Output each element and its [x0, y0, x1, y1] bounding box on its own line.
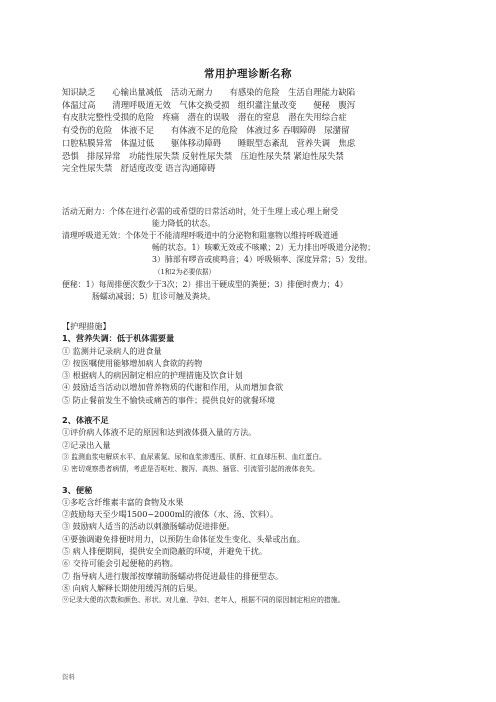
section-title-fluid-deficit: 2、体液不足 [62, 415, 109, 426]
definitions-section [62, 206, 434, 303]
activity-intolerance-definition: 活动无耐力：个体在进行必需的或希望的日常活动时，处于生理上或心理上耐受 [62, 207, 339, 216]
list-item: ④要強调避免排便时用力，以预防生命体征发生变化、头晕或出血。 [62, 533, 305, 544]
list-item: ⑨记录大便的次数和颜色、形状。对儿童、孕妇、老年人，根据不同的原因制定相应的措施。 [62, 596, 345, 605]
list-item: ⑥ 交待可能会引起便秘的药物。 [62, 558, 178, 569]
constipation-definition: 便秘：1）每周排便次数少于3次；2）排出干硬成型的粪便；3）排便时费力；4） [62, 279, 348, 289]
measures-header: 【护理措施】 [62, 321, 111, 331]
terms-row: 知识缺乏 心输出量减低 活动无耐力 有感染的危险 生活自理能力缺陷 [62, 87, 356, 97]
constipation-definition-cont: 肠蠕动减弱；5）肛诊可触及粪块。 [92, 291, 216, 301]
airway-clearance-criteria-cont: 3）肺部有啰音或痰鸣音；4）呼吸频率、深度异常；5）发绀。 [152, 255, 373, 265]
airway-clearance-criteria: 畅的状态。1）咳嗽无效或不咳嗽；2）无力排出呼吸道分泌物； [152, 243, 376, 253]
section-title-constipation: 3、便秘 [62, 484, 93, 495]
list-item: ④ 鼓励适当活动以增加营养物质的代谢和作用，从而增加食欲 [62, 382, 284, 393]
activity-intolerance-definition-cont: 能力降低的状态。 [152, 219, 216, 229]
terms-row: 口腔粘膜异常 体温过低 躯体移动障碍 睡眠型态紊乱 营养失调 焦虑 [62, 137, 356, 148]
terms-row: 体温过高 清理呼吸道无效 气体交换受损 组织灌注量改变 便秘 腹泻 [62, 99, 356, 110]
list-item: ⑧ 向病人解释长期使用缓泻剂的后果。 [62, 582, 203, 593]
list-item: ③ 鼓励病人适当的活动以刺激肠蠕动促进排便。 [62, 521, 235, 532]
list-item: ⑤ 防止餐前发生不愉快或痛苦的事件；提供良好的就餐环境 [62, 394, 276, 405]
document-title: 常用护理诊断名称 [204, 68, 292, 80]
page-footer: 资料 [62, 673, 75, 681]
list-item: ① 监测并记录病人的进食量 [62, 345, 162, 356]
terms-row: 有受伤的危险 体液不足 有体液不足的危险 体液过多 吞咽障碍 尿潴留 [62, 125, 350, 136]
list-item: ①评价病人体液不足的原因和达到液体摄入量的方法。 [62, 427, 257, 438]
airway-clearance-definition: 清理呼吸道无效：个体处于不能清理呼吸道中的分泌物和阻塞物以维持呼吸道通 [62, 231, 339, 241]
airway-clearance-note: （1和2为必要依据） [154, 268, 216, 277]
nursing-measures-section [62, 320, 442, 607]
list-item: ②鼓励每天至少喝1500~2000ml的液体（水、汤、饮料）。 [62, 509, 279, 520]
list-item: ③ 根据病人的病因制定相应的护理措施及饮食计划 [62, 370, 243, 381]
terms-row: 恐惧 排尿异常 功能性尿失禁 反射性尿失禁 压迫性尿失禁 紧迫性尿失禁 [62, 150, 344, 161]
terms-row: 有皮肤完整性受损的危险 疼痛 潜在的误吸 潜在的窒息 潜在失用综合症 [62, 112, 347, 123]
diagnosis-terms-list [62, 86, 442, 175]
section-title-nutrition: 1、营养失调：低于机体需要量 [62, 333, 175, 344]
list-item: ⑦ 指导病人进行腹部按摩辅助肠蠕动将促进最佳的排便型态。 [62, 570, 284, 581]
list-item: ② 按医嘱使用能够增加病人食欲的药物 [62, 357, 203, 368]
terms-row: 完全性尿失禁 舒适度改变 语言沟通障碍 [62, 163, 216, 174]
list-item: ②记录出入量 [62, 439, 111, 450]
list-item: ⑤ 病人排便期间，提供安全而隐蔽的环境，并避免干扰。 [62, 546, 267, 557]
list-item: ①多吃含纤维素丰富的食物及水果 [62, 496, 184, 507]
list-item: ④ 密切观察患者病情，考虑是否呕吐、腹泻、高热、插管、引流管引起的液体丧失。 [62, 465, 320, 474]
list-item: ③ 监测血浆电解质水平、血尿素氮、尿和血浆渗透压、肌酐、红血球压积、血红蛋白。 [62, 452, 327, 461]
